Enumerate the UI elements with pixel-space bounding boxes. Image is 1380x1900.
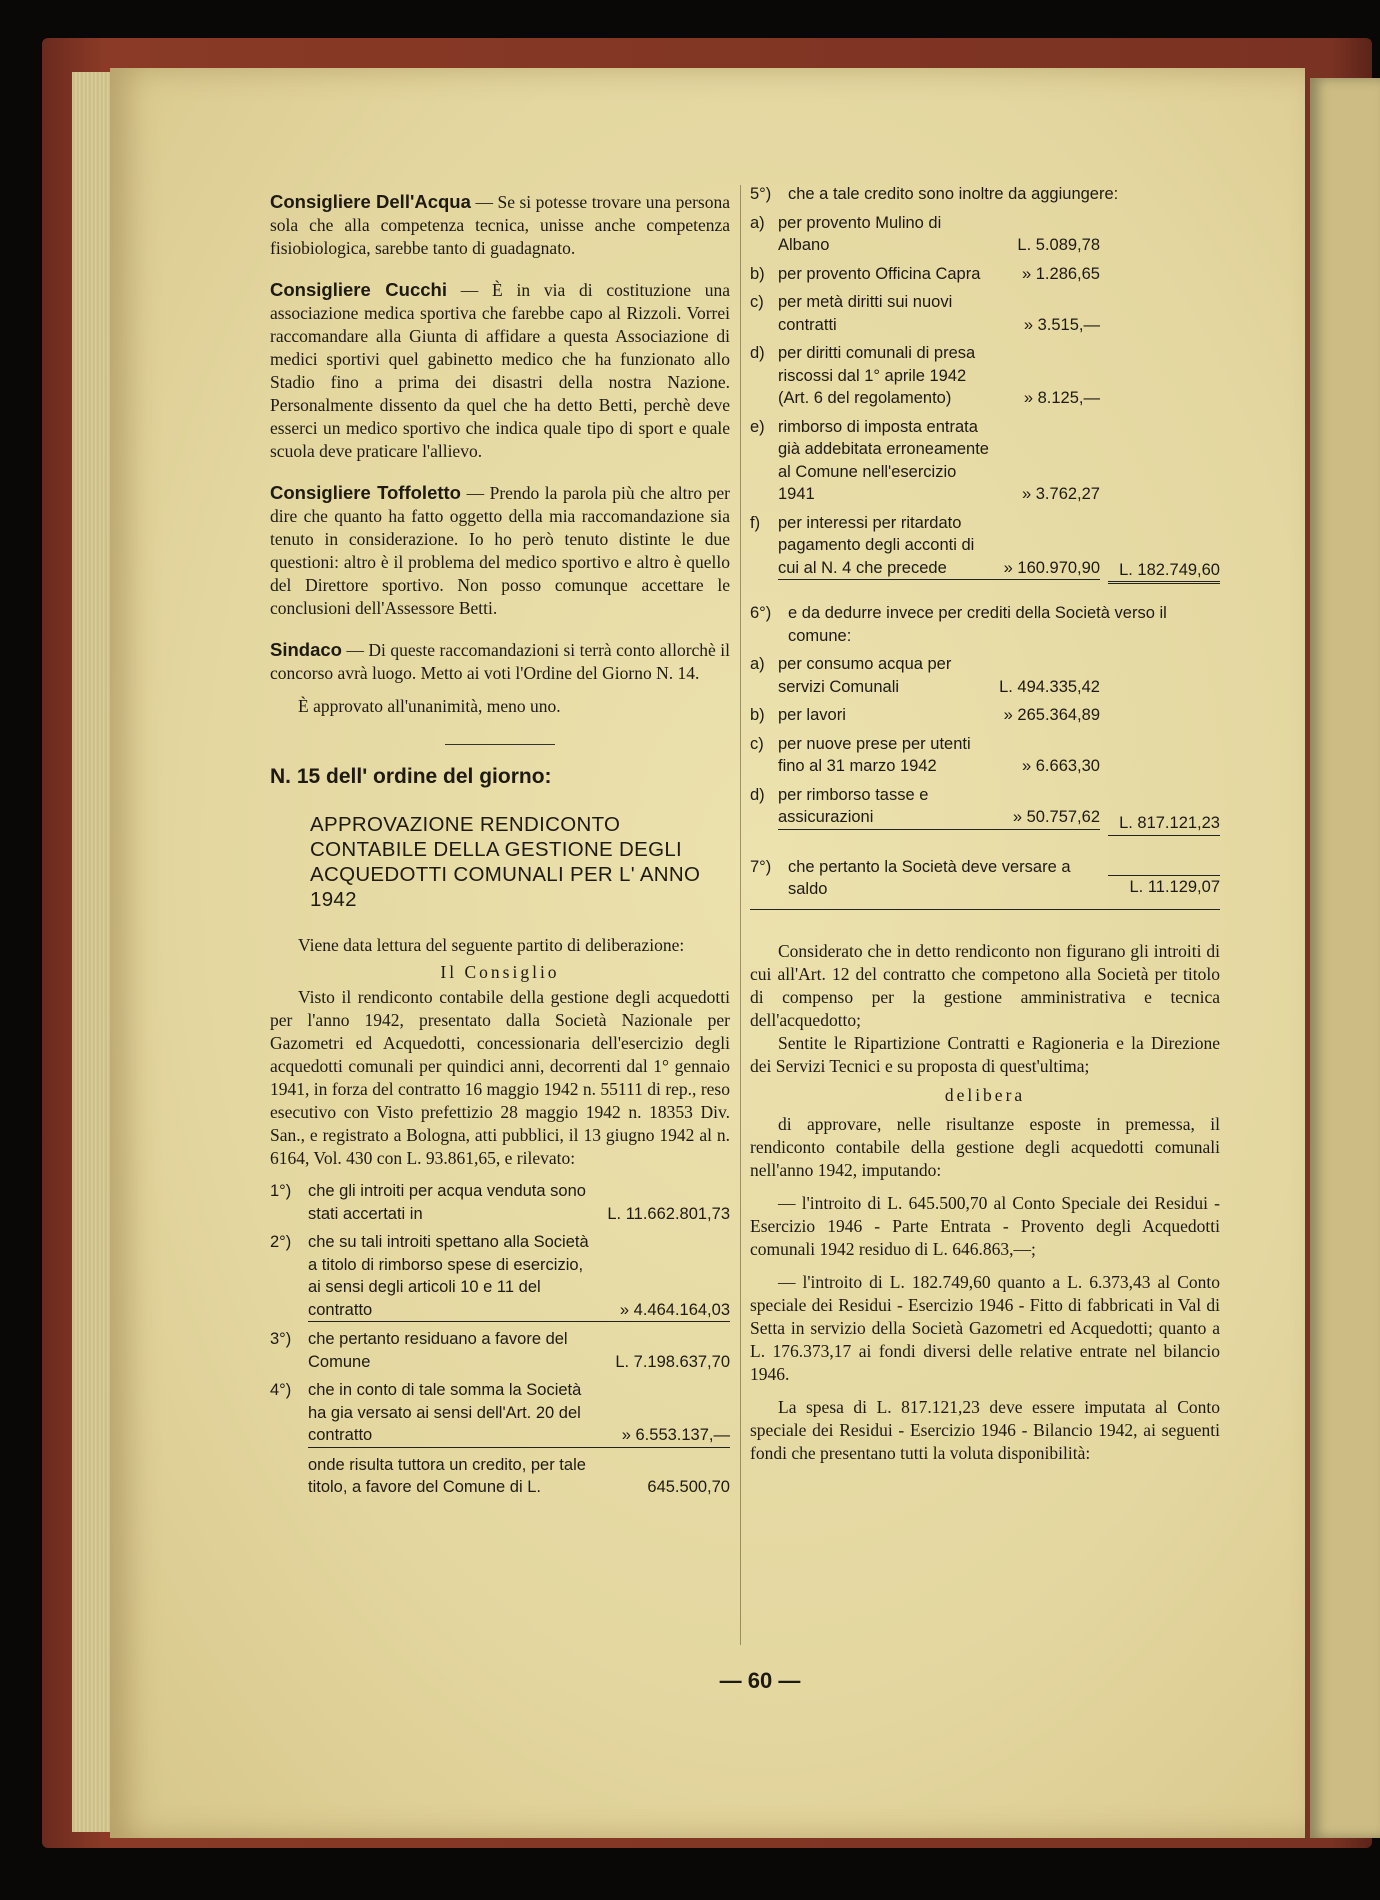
item-5: 5°) che a tale credito sono inoltre da aggiungere: xyxy=(750,185,1119,203)
speaker-name: Consigliere Cucchi xyxy=(270,279,447,300)
addition-item: f) per interessi per ritardato pagamento degli acconti di cui al N. 4 che precede » 160.970,90 xyxy=(750,512,1100,581)
finding-item: 4°) che in conto di tale somma la Società ha gia versato ai sensi dell'Art. 20 del contratto » 6.553.137,— xyxy=(270,1379,730,1448)
finding-amount: L. 11.662.801,73 xyxy=(607,1204,730,1223)
credit-amount: 645.500,70 xyxy=(647,1478,730,1496)
resolution-title: APPROVAZIONE RENDICONTO CONTABILE DELLA GESTIONE DEGLI ACQUEDOTTI COMUNALI PER L' ANNO 1942 xyxy=(310,813,701,911)
finding-amount: » 6.553.137,— xyxy=(621,1426,730,1444)
page-stack-edges xyxy=(72,72,114,1832)
paragraph-sindaco: Sindaco — Di queste raccomandazioni si terrà conto allorchè il concorso avrà luogo. Metto ai voti l'Ordine del Giorno N. 14. xyxy=(270,639,730,683)
addition-item: d) per diritti comunali di presa riscossi dal 1° aprile 1942 (Art. 6 del regolamento) » 8.125,— xyxy=(750,344,1100,407)
balance-amount: L. 11.129,07 xyxy=(1108,875,1220,899)
reading-note: Viene data lettura del seguente partito di deliberazione: xyxy=(298,935,685,955)
delibera-heading: delibera xyxy=(944,1084,1026,1105)
deliberation-text xyxy=(750,940,1220,1465)
considerato-paragraph: Considerato che in detto rendiconto non figurano gli introiti di cui all'Art. 12 del contratto che competono alla Società per titolo di compenso per la gestione amministrativa e tecnica dell'acquedotto; xyxy=(750,940,1220,1030)
right-column xyxy=(750,183,1220,1465)
page-number: — 60 — xyxy=(719,1668,801,1693)
visto-paragraph: Visto il rendiconto contabile della gestione degli acquedotti per l'anno 1942, presentato dalla Società Nazionale per Gazometri ed Acquedotti, concessionaria dell'esercizio degli acquedotti comunali per quindici anni, decorrenti dal 1° gennaio 1941, in forza del contratto 16 maggio 1942 n. 55111 di rep., reso esecutivo con Visto prefettizio 28 maggio 1942 n. 18353 Div. San., e registrato a Bologna, atti pubblici, il 13 giugno 1942 al n. 6164, Vol. 430 con L. 93.861,65, e rilevato: xyxy=(270,987,730,1168)
speaker-name: Consigliere Dell'Acqua xyxy=(270,191,471,212)
total-deductions: L. 817.121,23 xyxy=(1108,812,1220,836)
council-heading: Il Consiglio xyxy=(440,962,560,982)
column-divider xyxy=(740,185,741,1645)
spesa-paragraph: La spesa di L. 817.121,23 deve essere imputata al Conto speciale dei Residui - Esercizio 1946 - Bilancio 1942, ai seguenti fondi che presentano tutti la voluta disponibilità: xyxy=(750,1396,1220,1463)
total-additions: L. 182.749,60 xyxy=(1108,559,1220,585)
deductions-list xyxy=(750,647,1220,830)
additions-list xyxy=(750,206,1220,581)
paragraph-cucchi: Consigliere Cucchi — È in via di costituzione una associazione medica sportiva che farebbe capo al Rizzoli. Vorrei raccomandare alla Giunta di affidare a questa Associazione di medici sportivi quel gabinetto medico che ha funzionato allo Stadio fino a prima dei disastri della nostra Nazione. Personalmente dissento da quel che ha detto Betti, perchè deve esserci un medico sportivo che indica quale tipo di sport e quale scuola deve praticare l'allievo. xyxy=(270,279,730,461)
speaker-name: Sindaco xyxy=(270,639,342,660)
addition-item: b) per provento Officina Capra » 1.286,65 xyxy=(750,264,1100,283)
deduction-item: d) per rimborso tasse e assicurazioni » 50.757,62 xyxy=(750,784,1100,830)
item-6: 6°) e da dedurre invece per crediti della Società verso il comune: xyxy=(750,604,1167,645)
agenda-item-heading: N. 15 dell' ordine del giorno: xyxy=(270,765,552,788)
section-divider xyxy=(445,744,555,745)
addition-item: e) rimborso di imposta entrata già addebitata erroneamente al Comune nell'esercizio 1941 » 3.762,27 xyxy=(750,417,1100,503)
finding-item: 2°) che su tali introiti spettano alla Società a titolo di rimborso spese di esercizio, ai sensi degli articoli 10 e 11 del contratto » 4.464.164,03 xyxy=(270,1231,730,1322)
deduction-item: a) per consumo acqua per servizi Comunali L. 494.335,42 xyxy=(750,655,1100,696)
findings-list xyxy=(270,1180,730,1499)
paragraph-toffoletto: Consigliere Toffoletto — Prendo la parola più che altro per dire che quanto ha fatto oggetto della mia raccomandazione sia tenuto in considerazione. Io ho però tenuto distinte le due questioni: altro è il problema del medico sportivo e altro è quello del Direttore sportivo. Non posso comunque accettare le conclusioni dell'Assessore Betti. xyxy=(270,482,731,618)
balance-rule xyxy=(750,909,1220,910)
addition-item: c) per metà diritti sui nuovi contratti » 3.515,— xyxy=(750,293,1100,334)
left-column xyxy=(270,190,730,1499)
introito-2: — l'introito di L. 182.749,60 quanto a L. 6.373,43 al Conto speciale dei Residui - Esercizio 1946 - Fitto di fabbricati in Val di Setta in servizio della Società Gazometri ed Acquedotti; quanto a L. 176.373,17 ai fondi diversi delle relative entrate nel bilancio 1946. xyxy=(750,1271,1220,1384)
approvare-paragraph: di approvare, nelle risultanze esposte in premessa, il rendiconto contabile della gestione degli acquedotti comunali nell'anno 1942, imputando: xyxy=(750,1113,1220,1180)
paragraph-dellacqua: Consigliere Dell'Acqua — Se si potesse trovare una persona sola che alla competenza tecnica, unisse anche competenza fisiobiologica, sarebbe tanto di guadagnato. xyxy=(270,191,730,258)
item-7: 7°) che pertanto la Società deve versare a saldo L. 11.129,07 xyxy=(750,857,1220,898)
introito-1: — l'introito di L. 645.500,70 al Conto Speciale dei Residui - Esercizio 1946 - Parte Entrata - Provento degli Acquedotti comunali 1942 residuo di L. 646.863,—; xyxy=(750,1192,1220,1259)
next-page-edge xyxy=(1310,78,1380,1838)
approval-note: È approvato all'unanimità, meno uno. xyxy=(298,696,561,716)
credit-result: onde risulta tuttora un credito, per tale titolo, a favore del Comune di L. 645.500,70 xyxy=(270,1454,730,1499)
deduction-item: b) per lavori » 265.364,89 xyxy=(750,706,1100,724)
finding-amount: L. 7.198.637,70 xyxy=(615,1352,730,1371)
finding-item: 3°) che pertanto residuano a favore del Comune L. 7.198.637,70 xyxy=(270,1328,730,1373)
deduction-item: c) per nuove prese per utenti fino al 31 marzo 1942 » 6.663,30 xyxy=(750,734,1100,775)
addition-item: a) per provento Mulino di Albano L. 5.089,78 xyxy=(750,213,1100,254)
finding-amount: » 4.464.164,03 xyxy=(619,1300,730,1319)
speaker-name: Consigliere Toffoletto xyxy=(270,482,461,503)
finding-item: 1°) che gli introiti per acqua venduta sono stati accertati in L. 11.662.801,73 xyxy=(270,1180,730,1225)
sentite-paragraph: Sentite le Ripartizione Contratti e Ragioneria e la Direzione dei Servizi Tecnici e su proposta di quest'ultima; xyxy=(750,1032,1220,1076)
